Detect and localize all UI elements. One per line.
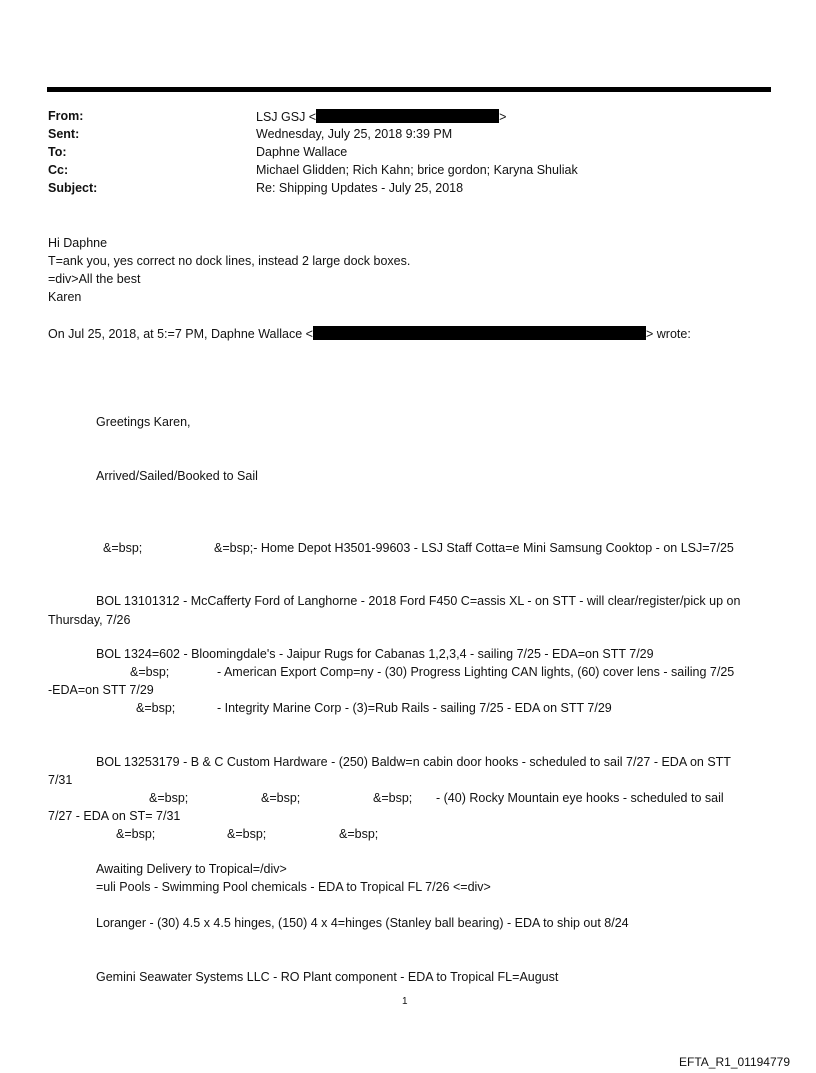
nbsp-entity: &=bsp; <box>116 827 156 841</box>
reply-line: Karen <box>48 290 82 304</box>
from-value-start: LSJ GSJ < <box>256 110 317 124</box>
from-value <box>256 109 506 124</box>
shipment-line: BOL 1324=602 - Bloomingdale's - Jaipur Rugs for Cabanas 1,2,3,4 - sailing 7/25 - EDA=on STT 7/29 <box>96 647 654 661</box>
nbsp-entity: &=bsp; <box>261 791 301 805</box>
quote-intro <box>48 326 691 341</box>
nbsp-entity: &=bsp; <box>130 665 170 679</box>
sent-value: Wednesday, July 25, 2018 9:39 PM <box>256 127 453 141</box>
cc-value: Michael Glidden; Rich Kahn; brice gordon; Karyna Shuliak <box>256 163 578 177</box>
shipment-line: &=bsp;- Home Depot H3501-99603 - LSJ Staff Cotta=e Mini Samsung Cooktop - on LSJ=7/25 <box>214 541 734 555</box>
subject-value: Re: Shipping Updates - July 25, 2018 <box>256 181 464 195</box>
shipment-line: BOL 13253179 - B & C Custom Hardware - (250) Baldw=n cabin door hooks - scheduled to sail 7/27 - EDA on STT <box>96 755 731 769</box>
delivery-line: Gemini Seawater Systems LLC - RO Plant component - EDA to Tropical FL=August <box>96 970 559 984</box>
quoted-greeting: Greetings Karen, <box>96 415 191 429</box>
reply-line: T=ank you, yes correct no dock lines, instead 2 large dock boxes. <box>48 254 411 268</box>
reply-line: =div>All the best <box>48 272 141 286</box>
header-rule <box>47 87 771 92</box>
sent-label: Sent: <box>48 127 80 141</box>
shipment-line <box>48 592 772 630</box>
to-value: Daphne Wallace <box>256 145 348 159</box>
from-value-end: > <box>499 110 507 124</box>
shipment-line: - (40) Rocky Mountain eye hooks - scheduled to sail <box>436 791 724 805</box>
delivery-line: Loranger - (30) 4.5 x 4.5 hinges, (150) 4 x 4=hinges (Stanley ball bearing) - EDA to ship out 8/24 <box>96 916 629 930</box>
nbsp-entity: &=bsp; <box>149 791 189 805</box>
redaction-box <box>313 326 646 340</box>
to-label: To: <box>48 145 67 159</box>
subject-label: Subject: <box>48 181 98 195</box>
nbsp-entity: &=bsp; <box>373 791 413 805</box>
section-heading: Arrived/Sailed/Booked to Sail <box>96 469 258 483</box>
nbsp-entity: &=bsp; <box>339 827 379 841</box>
from-label: From: <box>48 109 84 123</box>
cc-label: Cc: <box>48 163 69 177</box>
nbsp-entity: &=bsp; <box>136 701 176 715</box>
bol-entry: BOL 13101312 - McCafferty Ford of Langhorne - 2018 Ford F450 C=assis XL - on STT - will clear/register/pick up on Thursday, 7/26 <box>48 594 741 627</box>
quote-intro-start: On Jul 25, 2018, at 5:=7 PM, Daphne Wallace < <box>48 327 313 341</box>
shipment-line: - Integrity Marine Corp - (3)=Rub Rails - sailing 7/25 - EDA on STT 7/29 <box>217 701 612 715</box>
shipment-line: 7/31 <box>48 773 73 787</box>
delivery-line: =uli Pools - Swimming Pool chemicals - EDA to Tropical FL 7/26 <=div> <box>96 880 491 894</box>
redaction-box <box>316 109 499 123</box>
nbsp-entity: &=bsp; <box>227 827 267 841</box>
reply-line: Hi Daphne <box>48 236 108 250</box>
quote-intro-end: > wrote: <box>645 327 691 341</box>
document-id: EFTA_R1_01194779 <box>679 1055 790 1069</box>
page-number: 1 <box>402 996 408 1007</box>
shipment-line: -EDA=on STT 7/29 <box>48 683 154 697</box>
shipment-line: - American Export Comp=ny - (30) Progress Lighting CAN lights, (60) cover lens - sailing 7/25 <box>217 665 735 679</box>
section-heading: Awaiting Delivery to Tropical=/div> <box>96 862 287 876</box>
shipment-line: 7/27 - EDA on ST= 7/31 <box>48 809 181 823</box>
nbsp-entity: &=bsp; <box>103 541 143 555</box>
